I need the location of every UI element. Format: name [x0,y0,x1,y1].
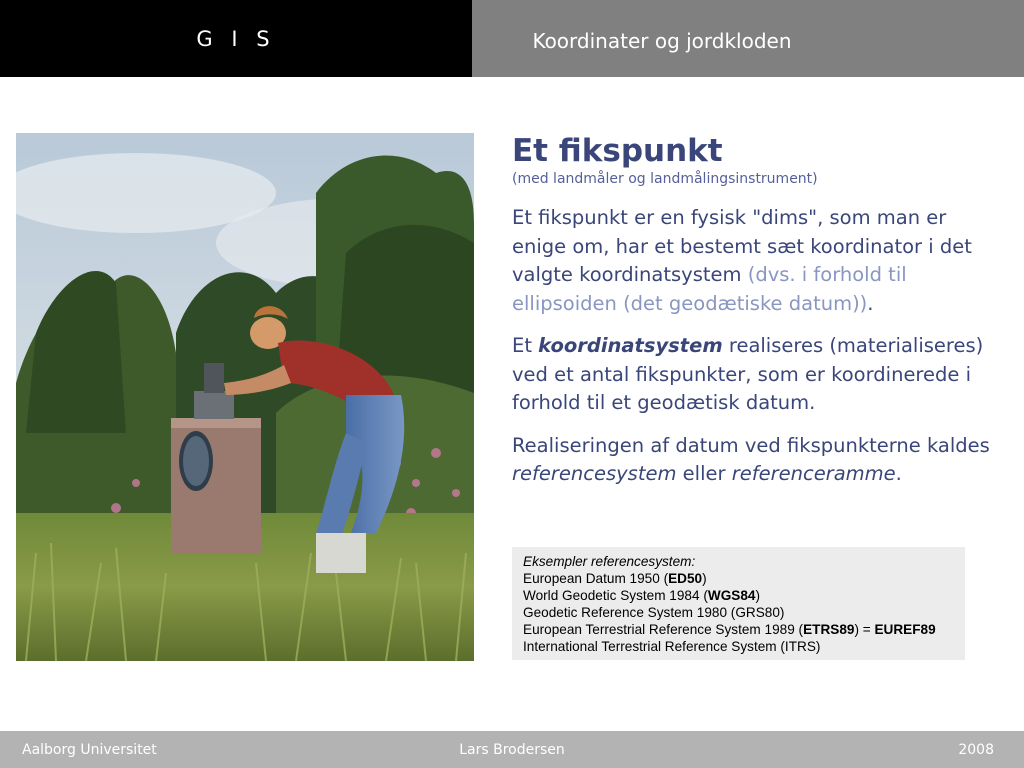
topic-title: Koordinater og jordkloden [532,29,792,53]
slide-subtitle: (med landmåler og landmålingsinstrument) [512,171,818,187]
euref-code: EUREF89 [874,622,936,637]
p2-rest: realiseres (materialiseres) ved et antal fikspunkter, som er koordinerede i forhold til et geodætisk datum. [512,334,984,414]
p3-term1: referencesystem [512,462,677,485]
example-ed50 [523,570,954,587]
slide-title: Et fikspunkt [512,133,723,169]
footer-bar [0,731,1024,768]
ed50-suffix: ) [702,571,707,586]
header-topic-bar [472,0,1024,77]
ed50-code: ED50 [668,571,703,586]
p2-start: Et [512,334,539,357]
surveyor-photo [16,133,474,661]
surveyor-at-benchmark-icon [16,133,474,661]
example-itrs: International Terrestrial Reference System (ITRS) [523,639,821,654]
etrs-code: ETRS89 [803,622,855,637]
wgs84-code: WGS84 [707,588,756,603]
wgs84-prefix: World Geodetic System 1984 ( [523,588,708,603]
example-wgs84 [523,587,954,604]
example-etrs89 [523,621,954,638]
examples-title: Eksempler referencesystem: [523,554,696,569]
footer-institution: Aalborg Universitet [22,742,157,758]
etrs-prefix: European Terrestrial Reference System 1989 ( [523,622,804,637]
p1-text: Et fikspunkt er en fysisk "dims", som man er enige om, har et bestemt sæt koordinator i det valgte koordinatsystem [512,206,972,286]
p3-start: Realiseringen af datum ved fikspunkterne kaldes [512,433,990,457]
p1-muted: (dvs. i forhold til ellipsoiden (det geodætiske datum)) [512,263,907,315]
ed50-prefix: European Datum 1950 ( [523,571,669,586]
example-grs80: Geodetic Reference System 1980 (GRS80) [523,605,785,620]
footer-year: 2008 [958,742,994,758]
paragraph-fikspunkt [512,204,1002,318]
p3-term2: referenceramme [731,462,896,485]
p2-term: koordinatsystem [538,334,723,357]
course-title: G I S [196,27,276,51]
p3-end: . [895,462,902,485]
examples-box [512,547,965,660]
p1-end: . [867,291,874,315]
paragraph-realisering [512,432,1002,489]
main-content [512,134,1002,489]
wgs84-suffix: ) [755,588,760,603]
p3-mid: eller [676,462,732,485]
footer-author: Lars Brodersen [459,742,565,758]
paragraph-koordinatsystem [512,332,1002,418]
header-course-bar [0,0,472,77]
etrs-mid: ) = [854,622,875,637]
